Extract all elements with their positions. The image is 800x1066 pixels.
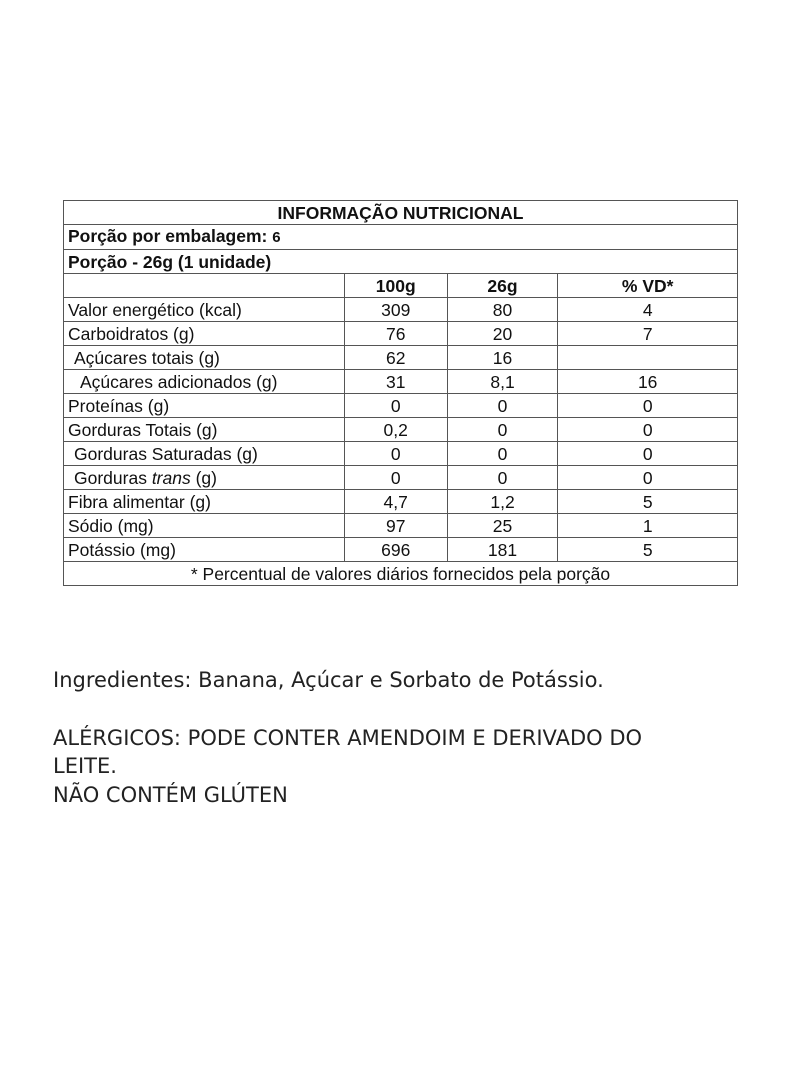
value-per-portion: 181 [447,538,558,562]
table-row [64,322,738,346]
daily-value-percent: 5 [558,538,738,562]
value-per-100g: 0 [344,394,447,418]
value-per-portion: 0 [447,394,558,418]
table-row [64,370,738,394]
daily-value-percent: 0 [558,442,738,466]
daily-value-percent: 0 [558,394,738,418]
header-100g: 100g [344,274,447,298]
nutrient-name: Proteínas (g) [68,395,170,416]
nutrient-label [64,490,345,514]
value-per-portion: 1,2 [447,490,558,514]
nutrition-facts-table [63,200,738,586]
daily-value-percent [558,346,738,370]
servings-per-package [64,225,738,250]
nutrient-name: Potássio (mg) [68,539,176,560]
servings-per-package-label: Porção por embalagem: [68,226,268,246]
table-row [64,466,738,490]
table-row [64,346,738,370]
serving-size-row [64,250,738,274]
daily-value-percent: 1 [558,514,738,538]
table-row [64,442,738,466]
daily-value-percent: 5 [558,490,738,514]
footnote-row [64,562,738,586]
value-per-portion: 0 [447,442,558,466]
value-per-portion: 25 [447,514,558,538]
daily-value-percent: 0 [558,418,738,442]
value-per-100g: 696 [344,538,447,562]
table-row [64,394,738,418]
value-per-100g: 31 [344,370,447,394]
allergens-line-1: ALÉRGICOS: PODE CONTER AMENDOIM E DERIVADO DO [53,726,643,750]
value-per-100g: 76 [344,322,447,346]
nutrient-name: Carboidratos (g) [68,323,195,344]
nutrient-label [64,346,345,370]
nutrient-label [64,538,345,562]
nutrient-name-italic: trans [151,467,191,488]
footnote: * Percentual de valores diários fornecidos pela porção [64,562,738,586]
nutrient-name: Gorduras Totais (g) [68,419,218,440]
daily-value-percent: 4 [558,298,738,322]
value-per-portion: 20 [447,322,558,346]
value-per-portion: 80 [447,298,558,322]
nutrient-name: Gorduras [74,467,152,488]
gluten-statement: NÃO CONTÉM GLÚTEN [53,783,288,807]
table-row [64,514,738,538]
serving-size: Porção - 26g (1 unidade) [64,250,738,274]
table-row [64,418,738,442]
nutrient-name: Açúcares adicionados (g) [80,371,278,392]
value-per-100g: 0,2 [344,418,447,442]
table-row [64,490,738,514]
nutrient-label [64,442,345,466]
table-title: INFORMAÇÃO NUTRICIONAL [64,201,738,225]
nutrient-name: Gorduras Saturadas (g) [74,443,258,464]
servings-per-package-row [64,225,738,250]
nutrient-name: Açúcares totais (g) [74,347,220,368]
daily-value-percent: 7 [558,322,738,346]
value-per-100g: 309 [344,298,447,322]
value-per-portion: 8,1 [447,370,558,394]
nutrient-unit: (g) [190,467,217,488]
nutrient-label [64,370,345,394]
nutrient-label [64,298,345,322]
header-blank [64,274,345,298]
daily-value-percent: 0 [558,466,738,490]
value-per-100g: 62 [344,346,447,370]
value-per-100g: 97 [344,514,447,538]
nutrient-name: Valor energético (kcal) [68,299,242,320]
nutrient-label [64,394,345,418]
value-per-portion: 16 [447,346,558,370]
table-row [64,538,738,562]
ingredients-text: Ingredientes: Banana, Açúcar e Sorbato de Potássio. [53,668,604,692]
value-per-100g: 4,7 [344,490,447,514]
value-per-portion: 0 [447,466,558,490]
header-row [64,274,738,298]
table-title-row [64,201,738,225]
nutrient-label [64,514,345,538]
value-per-portion: 0 [447,418,558,442]
table-row [64,298,738,322]
value-per-100g: 0 [344,466,447,490]
header-vd: % VD* [558,274,738,298]
nutrient-name: Fibra alimentar (g) [68,491,211,512]
allergens-line-2: LEITE. [53,754,117,778]
daily-value-percent: 16 [558,370,738,394]
nutrient-label [64,322,345,346]
nutrient-label [64,466,345,490]
header-portion: 26g [447,274,558,298]
value-per-100g: 0 [344,442,447,466]
servings-per-package-value: 6 [272,229,281,246]
nutrient-label [64,418,345,442]
nutrient-name: Sódio (mg) [68,515,154,536]
